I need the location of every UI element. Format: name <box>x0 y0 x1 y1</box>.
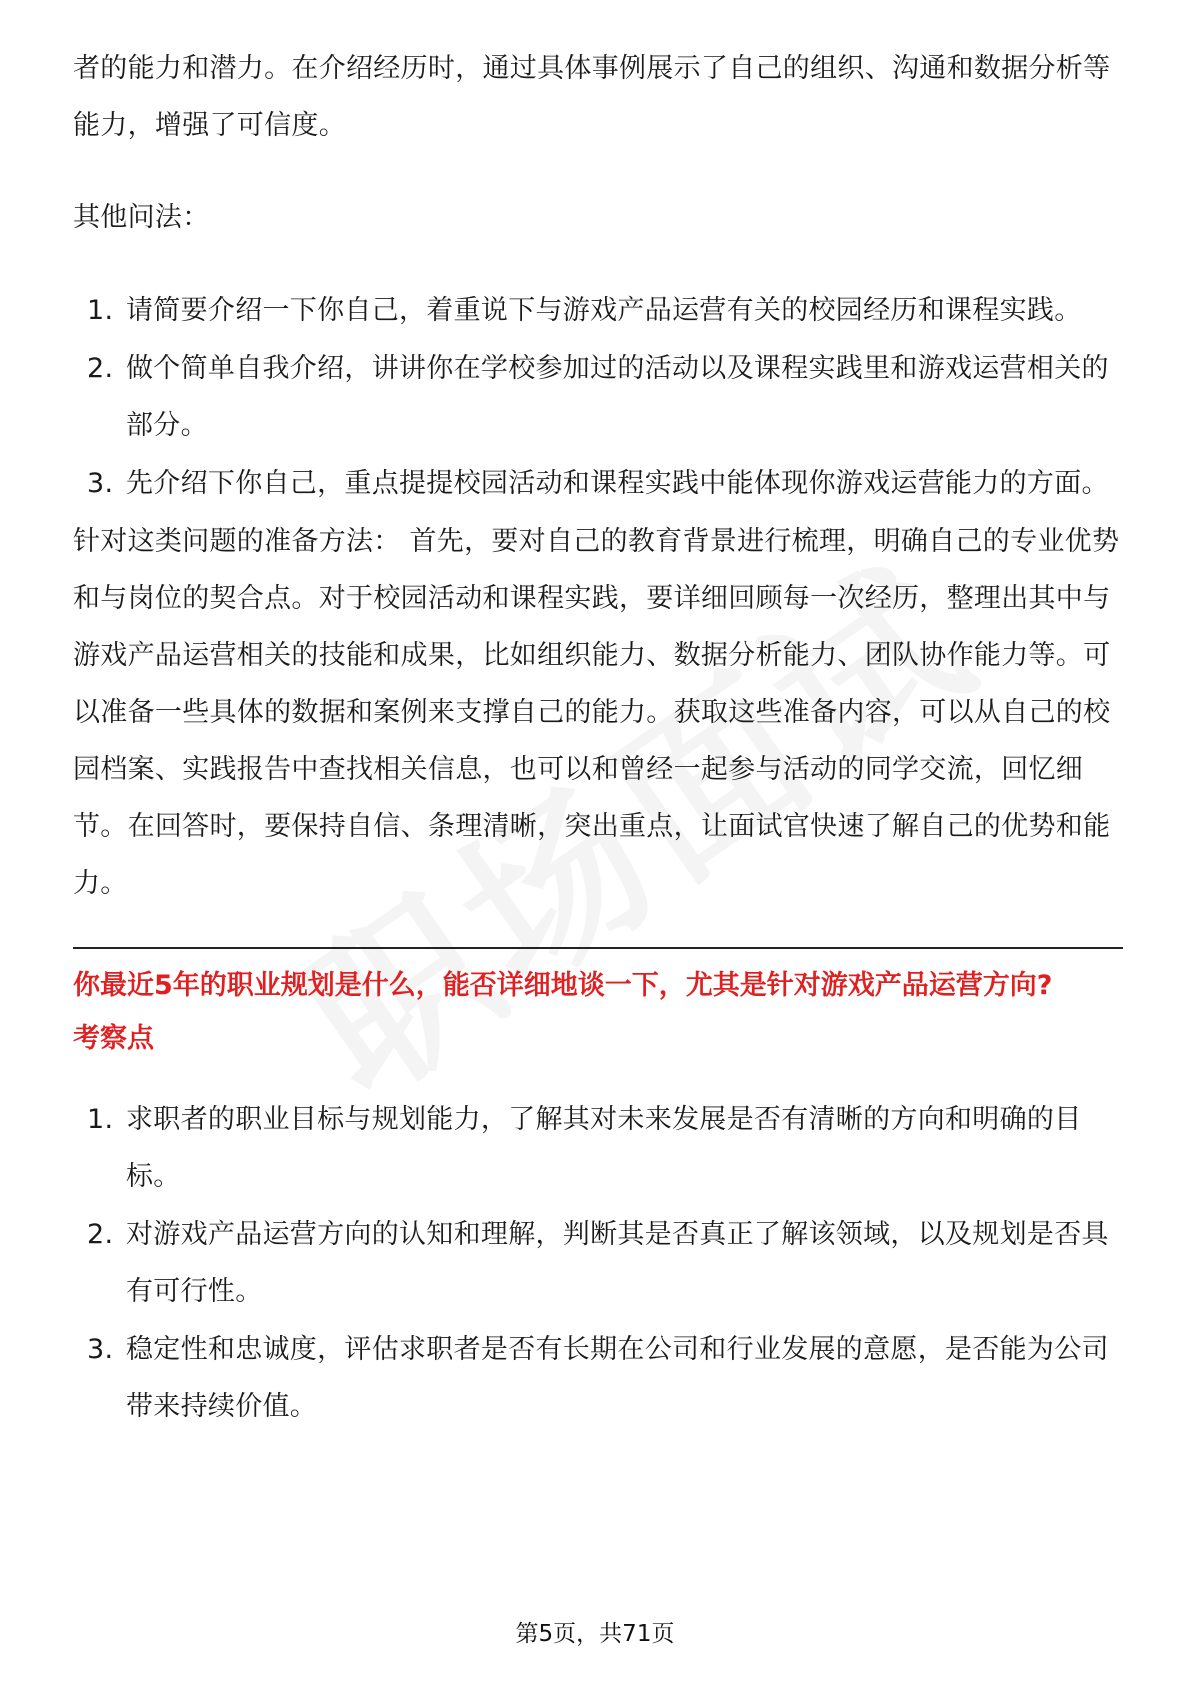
intro-paragraph: 者的能力和潜力。在介绍经历时，通过具体事例展示了自己的组织、沟通和数据分析等能力，增强了可信度。 <box>73 53 1111 141</box>
list-item-text: 做个简单自我介绍，讲讲你在学校参加过的活动以及课程实践里和游戏运营相关的部分。 <box>126 353 1109 441</box>
list-item-text: 求职者的职业目标与规划能力，了解其对未来发展是否有清晰的方向和明确的目标。 <box>126 1104 1082 1192</box>
assessment-points-list <box>73 1091 1123 1435</box>
other-questions-label: 其他问法： <box>73 202 210 233</box>
list-item-number: 3. <box>87 1334 114 1365</box>
document-page <box>73 40 1123 1436</box>
section-divider <box>73 947 1123 949</box>
list-item <box>73 1206 1123 1320</box>
list-item <box>73 455 1123 512</box>
list-item-number: 2. <box>87 353 114 384</box>
list-item <box>73 340 1123 454</box>
list-item-text: 对游戏产品运营方向的认知和理解，判断其是否真正了解该领域，以及规划是否具有可行性。 <box>126 1219 1109 1307</box>
list-item <box>73 1321 1123 1435</box>
page-footer: 第5页，共71页 <box>515 1621 675 1647</box>
list-item-number: 2. <box>87 1219 114 1250</box>
list-item <box>73 1091 1123 1205</box>
list-item-number: 3. <box>87 468 114 499</box>
list-item-text: 请简要介绍一下你自己，着重说下与游戏产品运营有关的校园经历和课程实践。 <box>126 295 1082 326</box>
assessment-points-label: 考察点 <box>73 1023 154 1054</box>
list-item-text: 稳定性和忠诚度，评估求职者是否有长期在公司和行业发展的意愿，是否能为公司带来持续价值。 <box>126 1334 1109 1422</box>
list-item-number: 1. <box>87 1104 114 1135</box>
list-item <box>73 282 1123 339</box>
other-questions-list <box>73 282 1123 512</box>
preparation-method-paragraph: 针对这类问题的准备方法： 首先，要对自己的教育背景进行梳理，明确自己的专业优势和与岗位的契合点。对于校园活动和课程实践，要详细回顾每一次经历，整理出其中与游戏产品运营相关的技能和成果，比如组织能力、数据分析能力、团队协作能力等。可以准备一些具体的数据和案例来支撑自己的能力。获取这些准备内容，可以从自己的校园档案、实践报告中查找相关信息，也可以和曾经一起参与活动的同学交流，回忆细节。在回答时，要保持自信、条理清晰，突出重点，让面试官快速了解自己的优势和能力。 <box>73 526 1120 899</box>
list-item-text: 先介绍下你自己，重点提提校园活动和课程实践中能体现你游戏运营能力的方面。 <box>126 468 1109 499</box>
list-item-number: 1. <box>87 295 114 326</box>
question-title: 你最近5年的职业规划是什么，能否详细地谈一下，尤其是针对游戏产品运营方向? <box>73 970 1053 1001</box>
